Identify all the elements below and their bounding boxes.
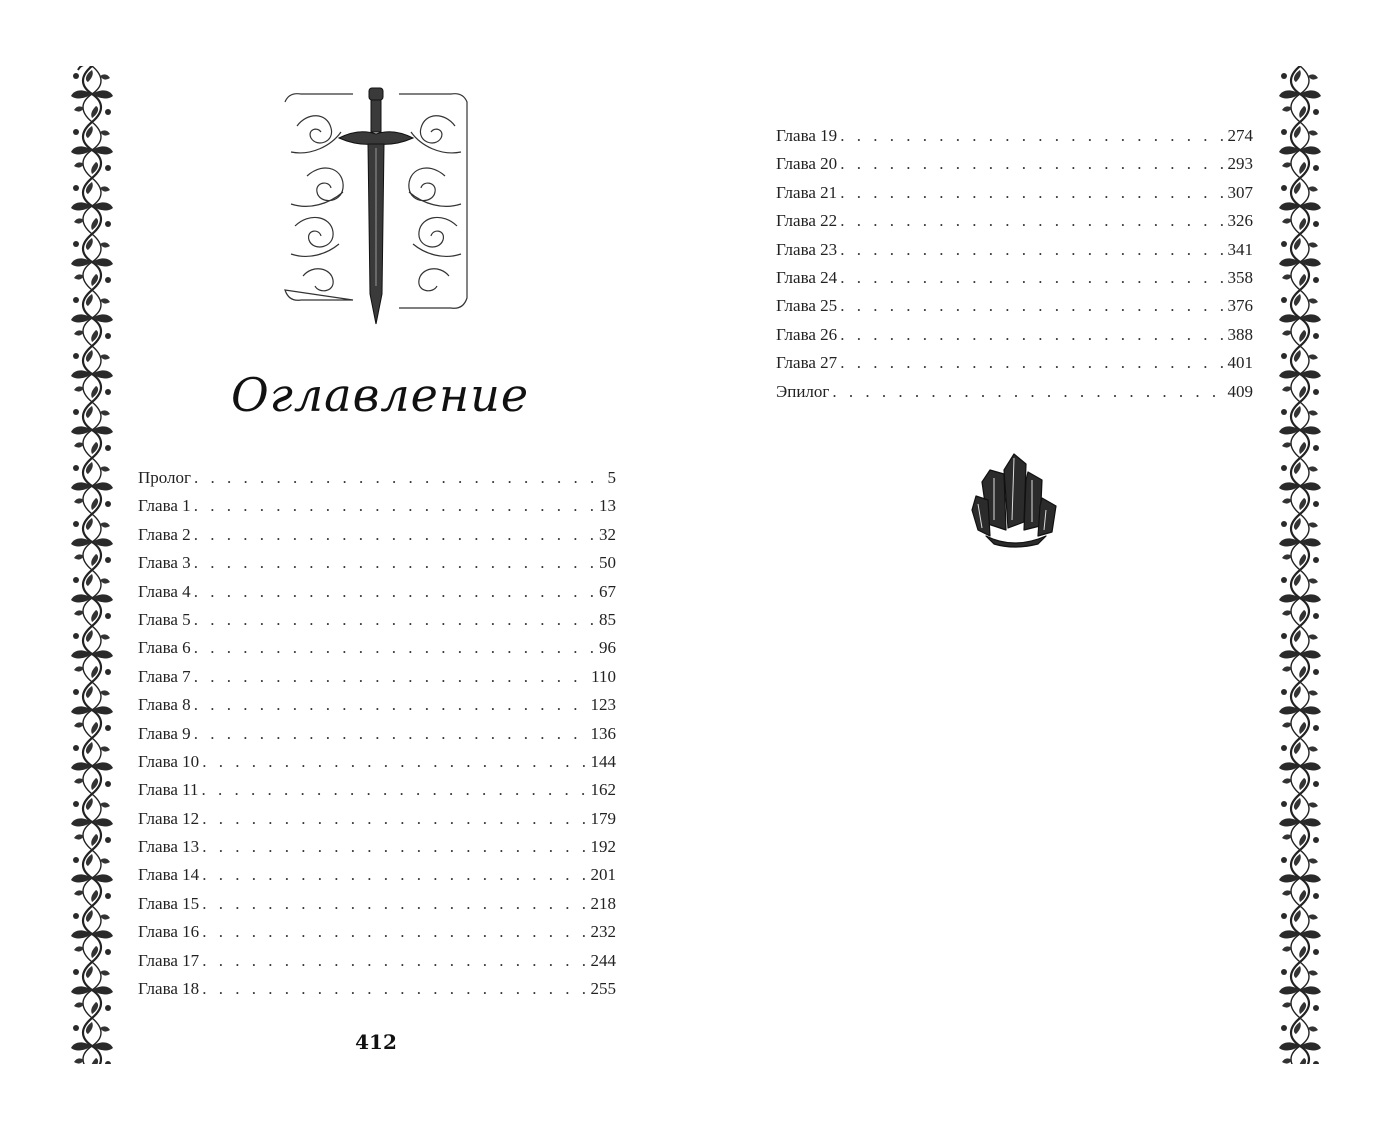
toc-entry-page: 218 — [590, 893, 616, 913]
toc-entry-page: 96 — [599, 638, 616, 658]
crystal-icon — [968, 450, 1060, 548]
toc-leader-dots — [194, 691, 588, 719]
toc-leader-dots — [840, 236, 1224, 264]
toc-entry-page: 136 — [590, 723, 616, 743]
toc-leader-dots — [194, 606, 596, 634]
toc-entry — [138, 464, 616, 492]
toc-entry-page: 85 — [599, 609, 616, 629]
toc-entry-label: Глава 2 — [138, 524, 191, 544]
toc-entry-label: Глава 15 — [138, 893, 200, 913]
toc-leader-dots — [840, 150, 1224, 178]
toc-entry-page: 293 — [1227, 154, 1253, 174]
toc-entry — [776, 150, 1253, 178]
toc-leader-dots — [194, 634, 596, 662]
toc-leader-dots — [840, 122, 1224, 150]
toc-entry-page: 201 — [590, 865, 616, 885]
toc-entry — [138, 748, 616, 776]
toc-entry-label: Глава 13 — [138, 837, 200, 857]
toc-entry — [776, 264, 1253, 292]
toc-entry — [776, 321, 1253, 349]
toc-entry — [138, 549, 616, 577]
toc-entry-page: 307 — [1227, 182, 1253, 202]
toc-list-left — [138, 464, 616, 1003]
toc-entry-label: Глава 17 — [138, 950, 200, 970]
toc-entry-label: Глава 7 — [138, 666, 191, 686]
toc-leader-dots — [194, 492, 596, 520]
toc-title: Оглавление — [230, 368, 530, 422]
toc-entry-page: 232 — [590, 922, 616, 942]
toc-leader-dots — [194, 521, 596, 549]
toc-entry-page: 376 — [1227, 296, 1253, 316]
toc-leader-dots — [202, 748, 587, 776]
toc-entry — [776, 207, 1253, 235]
page-number: 412 — [355, 1030, 397, 1054]
toc-entry — [138, 861, 616, 889]
toc-leader-dots — [194, 464, 604, 492]
toc-entry — [138, 691, 616, 719]
toc-entry — [138, 578, 616, 606]
toc-entry-label: Глава 16 — [138, 922, 200, 942]
toc-leader-dots — [840, 207, 1224, 235]
toc-list-right — [776, 122, 1253, 406]
toc-entry-page: 401 — [1227, 353, 1253, 373]
toc-entry-page: 326 — [1227, 211, 1253, 231]
toc-leader-dots — [840, 321, 1224, 349]
toc-entry-page: 179 — [590, 808, 616, 828]
toc-leader-dots — [840, 349, 1224, 377]
toc-entry-label: Глава 14 — [138, 865, 200, 885]
toc-entry — [138, 521, 616, 549]
toc-entry-page: 358 — [1227, 267, 1253, 287]
toc-entry-page: 50 — [599, 553, 616, 573]
toc-entry — [138, 890, 616, 918]
toc-entry-label: Глава 1 — [138, 496, 191, 516]
toc-entry — [138, 720, 616, 748]
floral-border-right-icon — [1276, 66, 1324, 1064]
toc-entry-page: 144 — [590, 751, 616, 771]
toc-entry — [138, 663, 616, 691]
toc-entry — [138, 833, 616, 861]
toc-leader-dots — [840, 292, 1224, 320]
toc-entry-label: Глава 4 — [138, 581, 191, 601]
toc-entry — [138, 776, 616, 804]
toc-leader-dots — [202, 918, 587, 946]
toc-entry-label: Глава 20 — [776, 154, 838, 174]
toc-entry-page: 67 — [599, 581, 616, 601]
toc-leader-dots — [202, 975, 587, 1003]
toc-leader-dots — [202, 776, 588, 804]
toc-entry — [138, 918, 616, 946]
toc-leader-dots — [832, 378, 1224, 406]
toc-leader-dots — [202, 833, 587, 861]
toc-entry-page: 162 — [590, 780, 616, 800]
toc-entry-label: Глава 8 — [138, 695, 191, 715]
toc-entry-page: 192 — [590, 837, 616, 857]
toc-entry-label: Глава 12 — [138, 808, 200, 828]
toc-entry-label: Пролог — [138, 468, 192, 487]
toc-entry-label: Глава 11 — [138, 780, 199, 800]
toc-entry-page: 244 — [590, 950, 616, 970]
toc-entry-label: Глава 24 — [776, 267, 838, 287]
toc-entry-label: Глава 18 — [138, 979, 200, 999]
toc-entry-label: Глава 3 — [138, 553, 191, 573]
toc-leader-dots — [202, 861, 587, 889]
toc-entry-label: Глава 9 — [138, 723, 191, 743]
toc-entry-label: Глава 22 — [776, 211, 838, 231]
toc-leader-dots — [840, 179, 1224, 207]
toc-leader-dots — [194, 578, 596, 606]
toc-entry-label: Глава 5 — [138, 609, 191, 629]
sword-emblem-icon — [277, 86, 475, 326]
toc-entry-label: Глава 26 — [776, 324, 838, 344]
toc-leader-dots — [202, 890, 587, 918]
toc-entry — [138, 975, 616, 1003]
toc-leader-dots — [840, 264, 1224, 292]
toc-entry-page: 409 — [1227, 381, 1253, 401]
toc-entry — [138, 492, 616, 520]
toc-entry-label: Глава 27 — [776, 353, 838, 373]
toc-entry — [776, 179, 1253, 207]
floral-border-left-icon — [68, 66, 116, 1064]
toc-entry-page: 123 — [590, 695, 616, 715]
toc-entry — [138, 606, 616, 634]
toc-entry — [776, 378, 1253, 406]
toc-entry — [138, 947, 616, 975]
toc-entry-label: Глава 19 — [776, 126, 838, 145]
toc-entry-label: Глава 21 — [776, 182, 838, 202]
toc-entry-page: 13 — [599, 496, 616, 516]
toc-entry-page: 388 — [1227, 324, 1253, 344]
toc-entry — [776, 292, 1253, 320]
toc-leader-dots — [194, 663, 588, 691]
toc-entry-label: Эпилог — [776, 381, 830, 401]
toc-entry-page: 32 — [599, 524, 616, 544]
toc-leader-dots — [202, 947, 587, 975]
toc-entry — [776, 349, 1253, 377]
toc-entry-label: Глава 6 — [138, 638, 191, 658]
toc-entry-page: 5 — [607, 468, 616, 487]
toc-entry-label: Глава 10 — [138, 751, 200, 771]
toc-leader-dots — [194, 549, 596, 577]
toc-entry-page: 274 — [1227, 126, 1253, 145]
toc-entry-label: Глава 23 — [776, 239, 838, 259]
toc-entry-page: 255 — [590, 979, 616, 999]
toc-entry-label: Глава 25 — [776, 296, 838, 316]
toc-entry-page: 341 — [1227, 239, 1253, 259]
toc-leader-dots — [202, 805, 587, 833]
toc-entry — [776, 236, 1253, 264]
toc-entry — [776, 122, 1253, 150]
toc-entry — [138, 805, 616, 833]
toc-entry-page: 110 — [591, 666, 616, 686]
toc-leader-dots — [194, 720, 588, 748]
toc-entry — [138, 634, 616, 662]
